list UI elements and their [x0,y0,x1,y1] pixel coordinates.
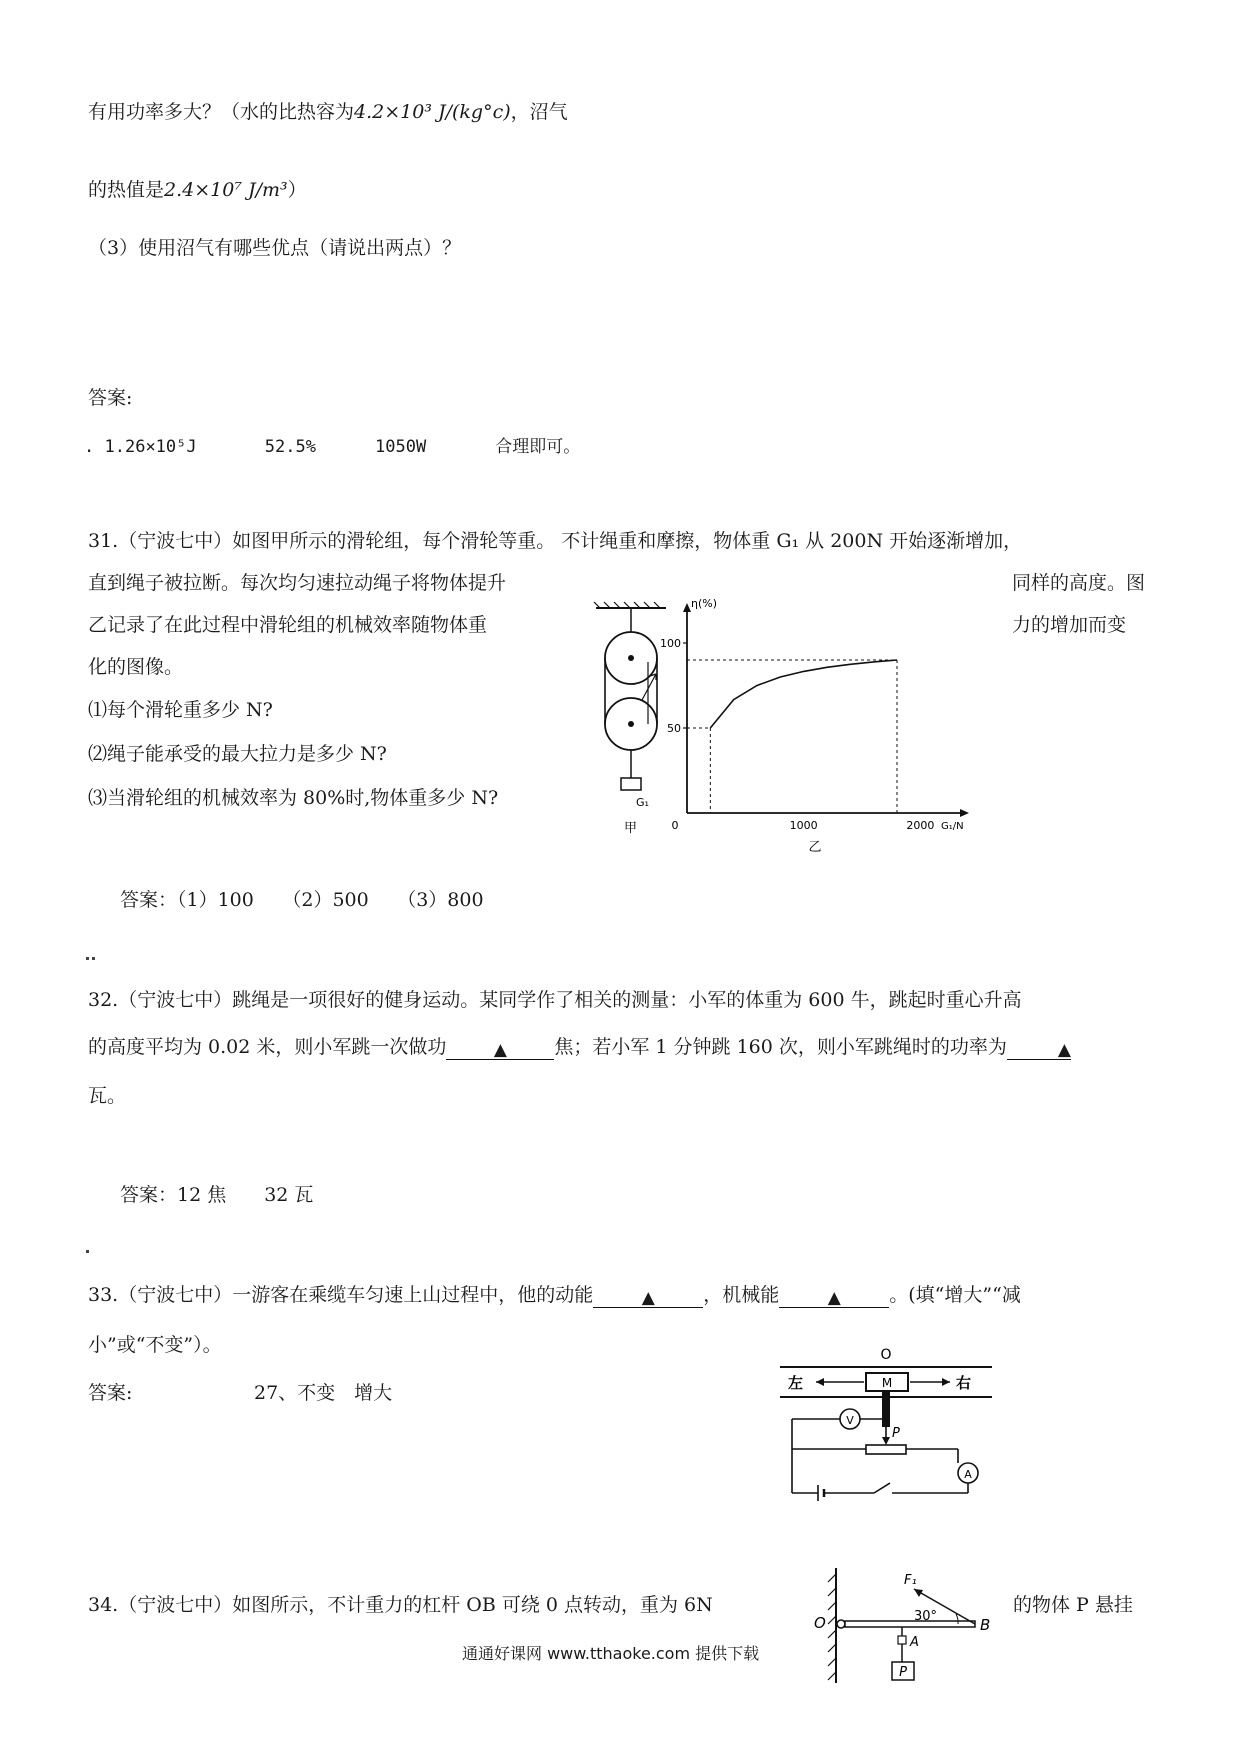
circuit-label-right: 右 [956,1374,972,1392]
x-tick-label: 2000 [906,819,935,832]
q32-source: （宁波七中） [118,989,233,1011]
q32-number: 32. [88,989,119,1011]
q33-blank-2[interactable] [779,1285,889,1308]
q32-line2-mid: 焦；若小军 1 分钟跳 160 次，则小军跳绳时的功率为 [554,1036,1007,1058]
lever-label-o: O [814,1614,826,1632]
pulley-label-g: G₁ [636,796,649,809]
q30-line1-post: ，沼气 [510,101,568,123]
q31-number: 31. [88,530,119,552]
q30-part3: （3）使用沼气有哪些优点（请说出两点）？ [88,237,462,259]
x-axis-arrow [960,809,969,817]
q34-line1-left [88,1592,713,1618]
blank-triangle-icon: ▲ [1057,1040,1071,1060]
q30-answer-v2: 52.5% [264,437,316,457]
q30-line2-pre: 的热值是 [88,179,165,201]
q31-line3-right: 力的增加而变 [1012,614,1127,636]
q30-answer-v3: 1050W [375,437,427,457]
q33-source: （宁波七中） [118,1284,233,1306]
q34-line1-right: 的物体 P 悬挂 [1013,1594,1133,1616]
x-caption: 乙 [808,840,822,855]
q34-number: 34. [88,1594,119,1616]
blank-triangle-icon: ▲ [493,1040,507,1060]
y-tick-label: 50 [667,722,681,735]
q32-line2 [88,1034,1071,1060]
x-axis-label: G₁/N [941,821,964,832]
q33-line1-pre: 一游客在乘缆车匀速上山过程中，他的动能 [232,1284,594,1306]
q33-answer-value: 27、不变 增大 [254,1382,393,1404]
q30-line1-pre: 有用功率多大？（水的比热容为 [88,101,355,123]
blank-triangle-icon: ▲ [827,1288,841,1308]
circuit-label-m: M [881,1376,893,1390]
stray-dot [92,957,95,960]
lever-label-a: A [910,1635,919,1650]
q31-line1-text: 如图甲所示的滑轮组，每个滑轮等重。 不计绳重和摩擦，物体重 G₁ 从 200N 开始逐渐增加， [232,530,1023,552]
q31-line4: 化的图像。 [88,656,184,678]
q32-line1 [88,987,1022,1013]
stray-dot [86,1250,89,1253]
q30-answer-v4: 合理即可。 [495,437,581,457]
q30-answer-lead: . [84,437,95,457]
q30-answer-line [84,434,580,460]
q30-line2-post: ） [287,179,307,201]
q31-line2-left: 直到绳子被拉断。每次均匀速拉动绳子将物体提升 [88,572,507,594]
x-tick-label: 1000 [789,819,818,832]
y-tick-label: 100 [660,637,681,650]
q30-line1 [88,99,568,125]
lever-label-angle: 30° [914,1609,938,1624]
q32-answer: 答案：12 焦 32 瓦 [120,1184,314,1206]
q30-answer-label: 答案: [88,387,133,409]
efficiency-curve [710,660,897,728]
q33-blank-1[interactable] [593,1285,703,1308]
q32-blank-2[interactable] [1007,1037,1071,1060]
q33-answer-label: 答案: [88,1382,133,1404]
q34-source: （宁波七中） [118,1594,233,1616]
efficiency-chart [660,595,985,855]
circuit-label-left: 左 [788,1374,804,1392]
q32-line3: 瓦。 [88,1085,127,1107]
q31-sub2: ⑵绳子能承受的最大拉力是多少 N? [88,743,387,765]
q30-answer-v1: 1.26×10⁵J [104,437,197,457]
pulley-label-jia: 甲 [624,821,638,836]
x-tick-label: 0 [671,819,679,832]
q32-line1-text: 跳绳是一项很好的健身运动。某同学作了相关的测量：小军的体重为 600 牛，跳起时重心升高 [232,989,1022,1011]
q31-line2-right: 同样的高度。图 [1012,572,1146,594]
lever-label-b: B [980,1616,991,1634]
q31-answer: 答案：（1）100 （2）500 （3）800 [120,889,484,911]
q34-line1-left-text: 如图所示，不计重力的杠杆 OB 可绕 0 点转动，重为 6N [232,1594,713,1616]
q33-number: 33. [88,1284,119,1306]
lever-label-p: P [899,1665,907,1680]
q31-sub1: ⑴每个滑轮重多少 N? [88,699,273,721]
stray-dot [86,957,89,960]
circuit-label-o: O [880,1347,892,1363]
circuit-label-a: A [964,1468,972,1481]
q30-line2 [88,177,307,203]
q30-line1-formula: 4.2×10³ J/(kg°c) [354,101,511,123]
circuit-figure [778,1345,998,1507]
q31-line1 [88,528,1022,554]
q33-line2: 小”或“不变”）。 [88,1334,222,1356]
q33-line1 [88,1282,1021,1308]
q31-line3-left: 乙记录了在此过程中滑轮组的机械效率随物体重 [88,614,488,636]
circuit-label-p: P [892,1426,900,1441]
y-axis-label: η(%) [691,597,718,610]
q31-sub3: ⑶当滑轮组的机械效率为 80%时,物体重多少 N? [88,787,499,809]
q32-line2-pre: 的高度平均为 0.02 米，则小军跳一次做功 [88,1036,447,1058]
y-axis-arrow [683,603,691,612]
blank-triangle-icon: ▲ [641,1288,655,1308]
q31-source: （宁波七中） [118,530,233,552]
q33-line1-mid: ，机械能 [703,1284,780,1306]
q33-line1-post: 。(填“增大”“减 [889,1284,1021,1306]
lever-label-f: F₁ [904,1573,917,1588]
lever-figure [810,1558,1010,1688]
page-footer: 通通好课网 www.tthaoke.com 提供下载 [462,1644,760,1663]
circuit-label-v: V [846,1414,854,1427]
q30-line2-formula: 2.4×10⁷ J/m³ [164,179,288,201]
q32-blank-1[interactable] [446,1037,554,1060]
